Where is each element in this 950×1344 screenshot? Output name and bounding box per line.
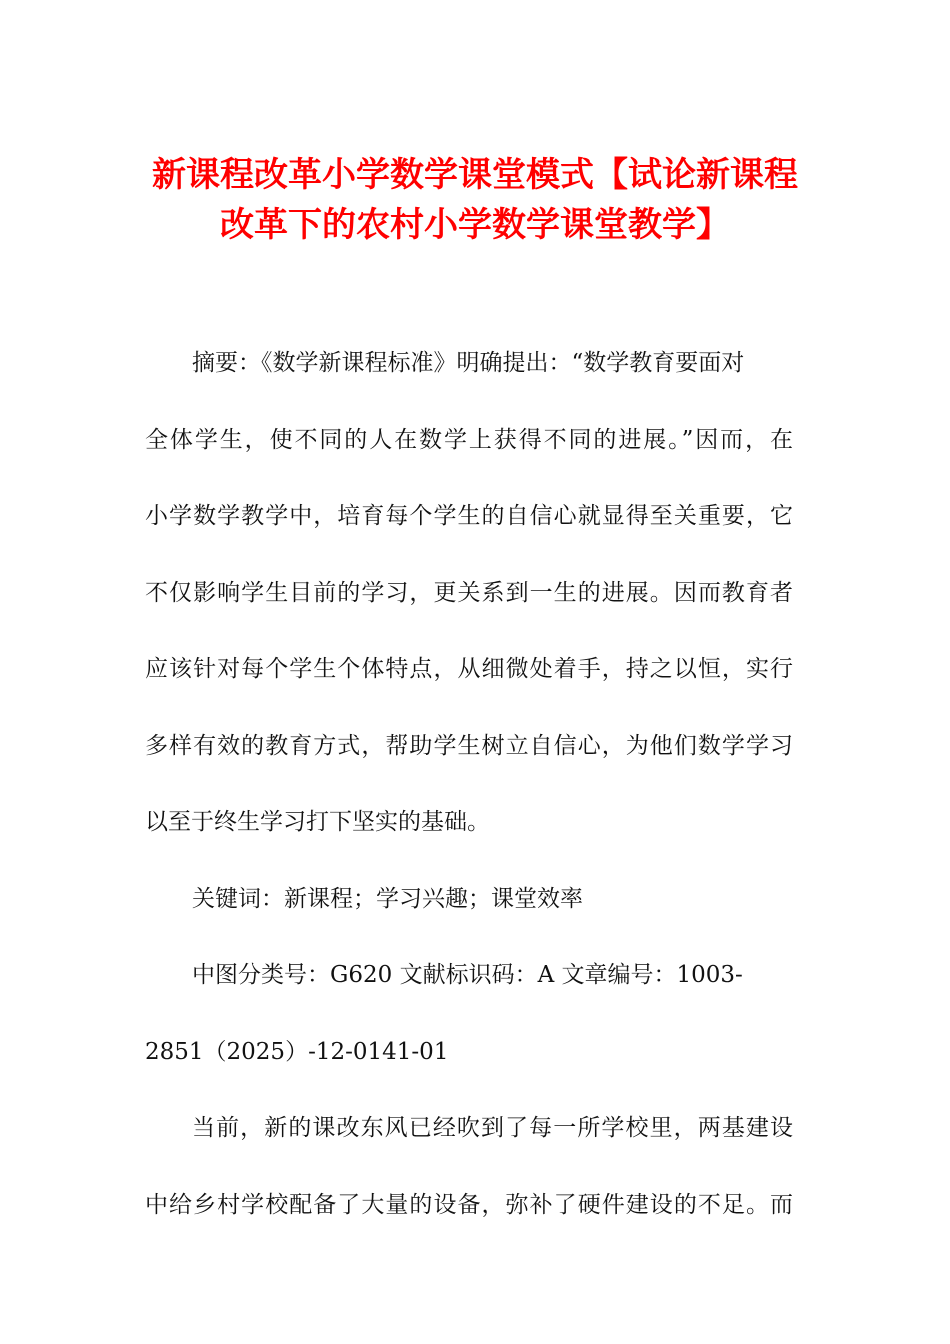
abstract-line: 摘要：《数学新课程标准》明确提出：“数学教育要面对 [192,350,745,376]
body-paragraph [145,1090,793,1243]
abstract-paragraph [145,325,793,861]
document-title [120,150,830,250]
abstract-line: 以至于终生学习打下坚实的基础。 [145,809,490,835]
abstract-line: 不仅影响学生目前的学习，更关系到一生的进展。因而教育者 [145,579,793,606]
abstract-line: 全体学生，使不同的人在数学上获得不同的进展。”因而，在 [145,426,793,453]
abstract-line: 应该针对每个学生个体特点，从细微处着手，持之以恒，实行 [145,656,793,682]
title-line: 新课程改革小学数学课堂模式【试论新课程 [152,155,798,195]
abstract-line: 小学数学教学中，培育每个学生的自信心就显得至关重要，它 [145,503,793,529]
title-line: 改革下的农村小学数学课堂教学】 [220,205,730,245]
body-line: 中给乡村学校配备了大量的设备，弥补了硬件建设的不足。而 [145,1191,793,1218]
keywords-paragraph [145,861,793,938]
classification-paragraph [145,937,793,1090]
document-body [145,325,793,1243]
keywords-line: 关键词：新课程；学习兴趣；课堂效率 [192,885,583,912]
classification-line: 2851（2025）-12-0141-01 [145,1038,449,1065]
classification-line: 中图分类号：G620 文献标识码：A 文章编号：1003- [192,962,743,988]
abstract-line: 多样有效的教育方式，帮助学生树立自信心，为他们数学学习 [145,732,793,759]
body-line: 当前，新的课改东风已经吹到了每一所学校里，两基建设 [192,1115,793,1141]
